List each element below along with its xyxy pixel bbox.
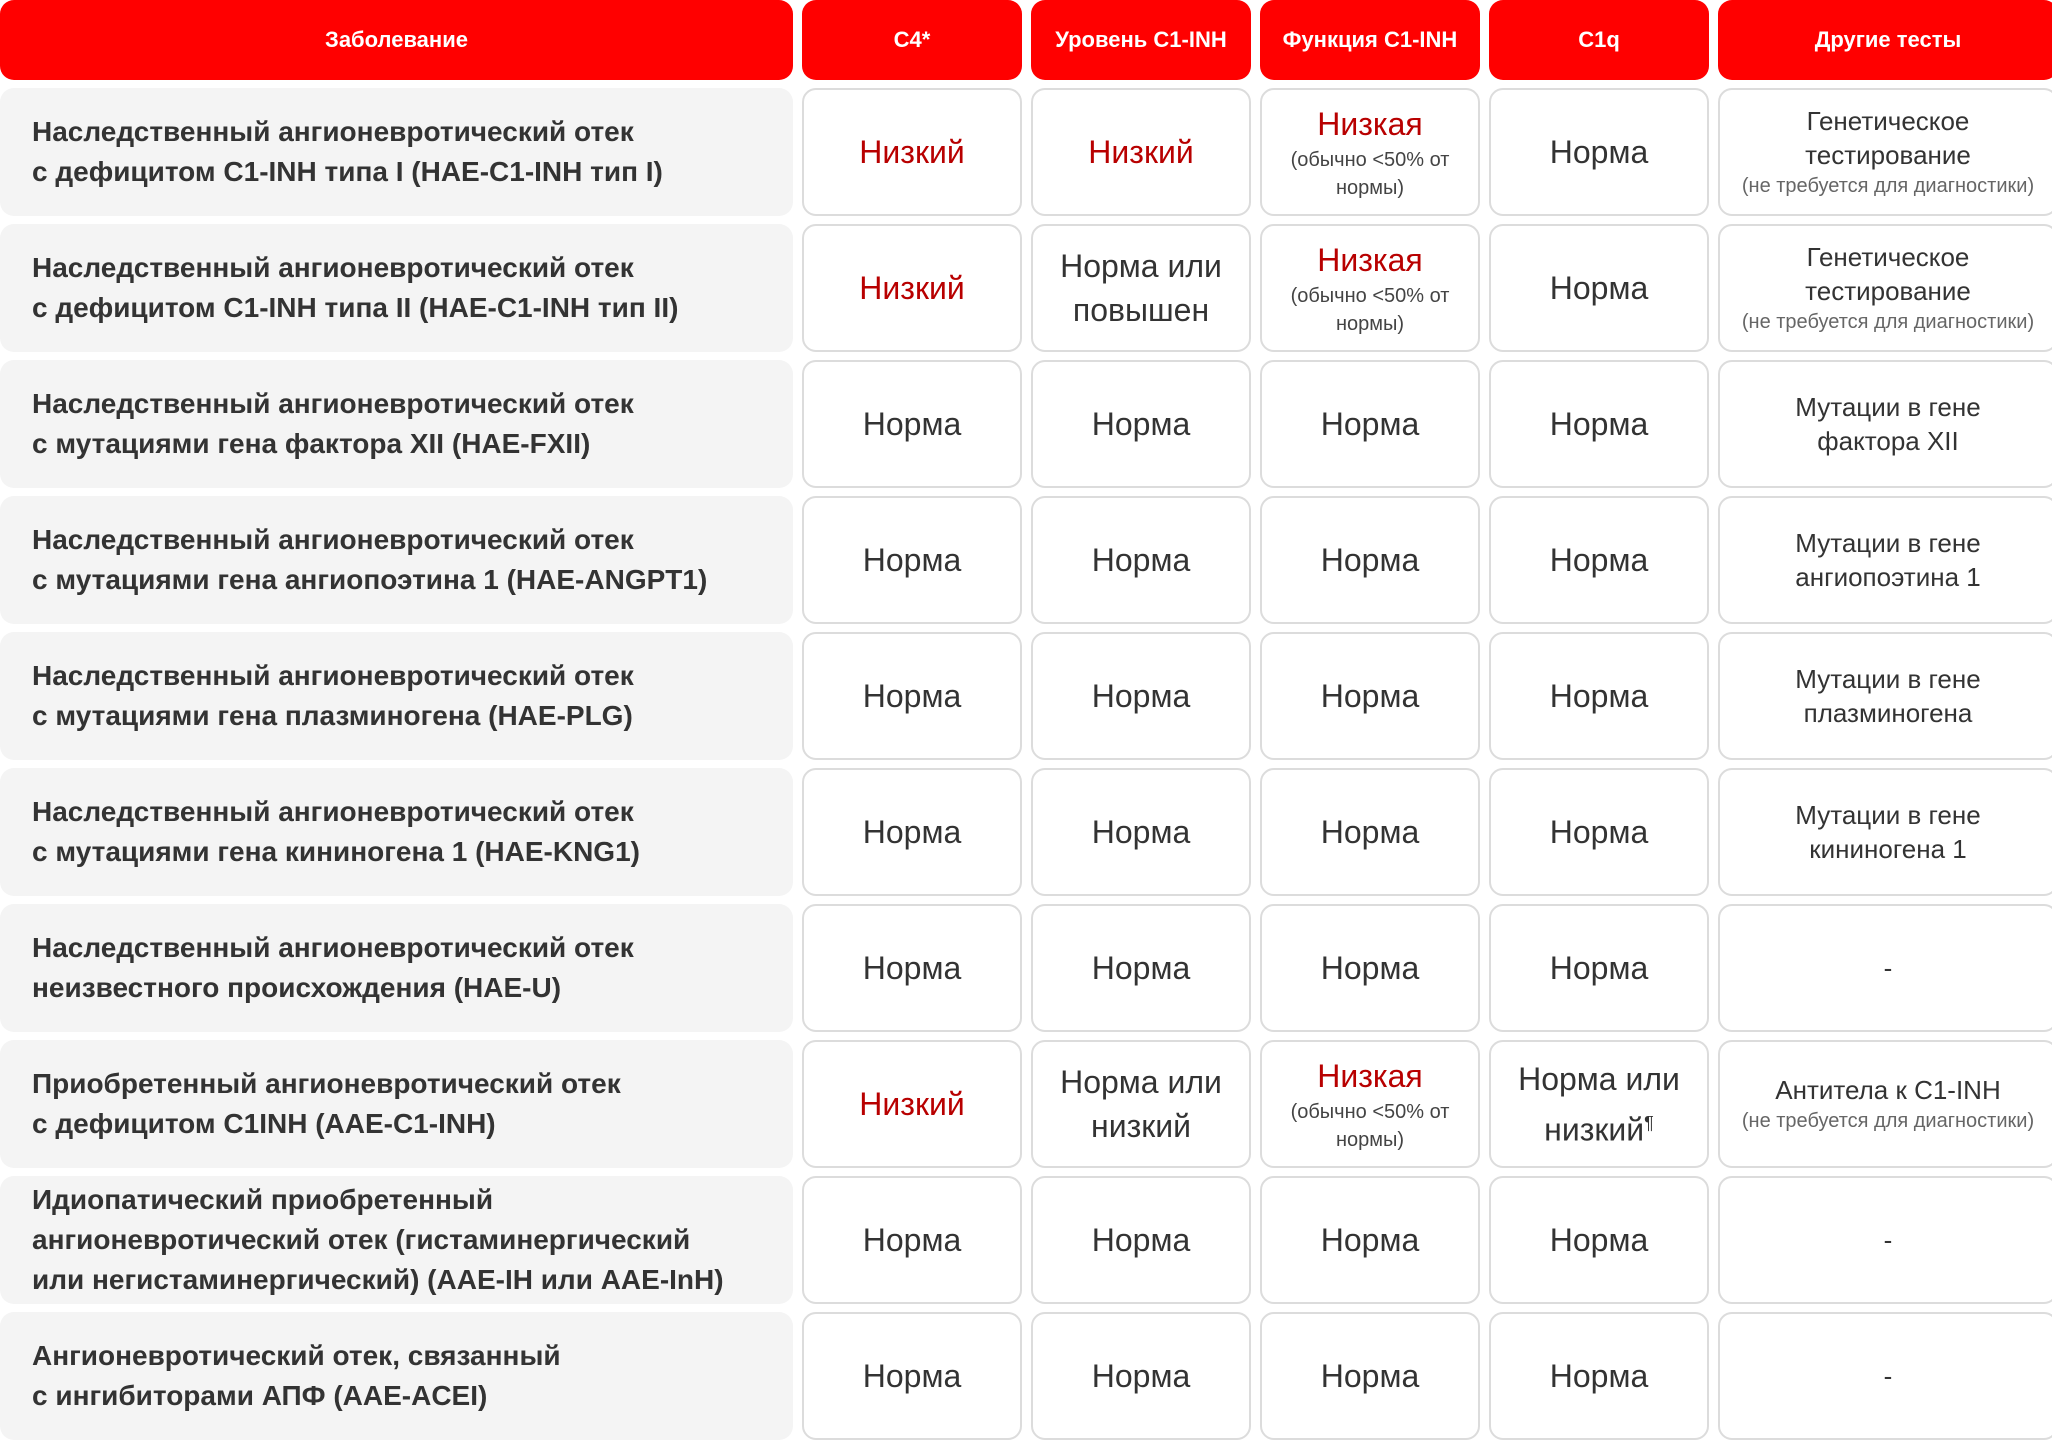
cell-value (1317, 238, 1422, 282)
footnote-mark: ¶ (1644, 1112, 1654, 1133)
c1q-cell (1489, 904, 1709, 1032)
cell-value (1805, 104, 1971, 172)
cell-value (1805, 240, 1971, 308)
cell-value-text: Норма (1320, 542, 1420, 578)
cell-value (863, 1354, 962, 1398)
cell-value-text: Низкий (859, 1086, 965, 1122)
cell-value (1321, 1218, 1420, 1262)
cell-value-text: Низкая (1317, 1058, 1423, 1094)
cell-value (1321, 538, 1420, 582)
cell-value (1321, 1354, 1420, 1398)
c1inh-function-cell (1260, 88, 1480, 216)
c1inh-function-cell (1260, 360, 1480, 488)
c4-cell (802, 904, 1022, 1032)
c1inh-level-cell (1031, 1176, 1251, 1304)
cell-value (1884, 1223, 1893, 1257)
cell-value-text: Норма (1091, 1358, 1191, 1394)
cell-value (1092, 538, 1191, 582)
disease-name-cell: Наследственный ангионевротический отек с мутациями гена кининогена 1 (HAE-KNG1) (0, 768, 793, 896)
cell-value (1060, 1060, 1222, 1148)
cell-value-text: Норма (1091, 1222, 1191, 1258)
cell-value-text: - (1883, 1225, 1893, 1255)
cell-value (1550, 1218, 1649, 1262)
c1inh-level-cell (1031, 496, 1251, 624)
c4-cell (802, 496, 1022, 624)
cell-value (863, 946, 962, 990)
other-tests-cell (1718, 632, 2052, 760)
cell-value (1550, 266, 1649, 310)
cell-value-text: Низкий (859, 134, 965, 170)
cell-value (1795, 526, 1980, 594)
cell-value (1518, 1057, 1680, 1152)
c1inh-level-cell (1031, 224, 1251, 352)
c4-cell (802, 1176, 1022, 1304)
cell-value-text: Низкий (1088, 134, 1194, 170)
other-tests-cell (1718, 224, 2052, 352)
header-c1q: C1q (1489, 0, 1709, 80)
cell-value-text: Норма (1091, 814, 1191, 850)
c4-cell (802, 224, 1022, 352)
c1inh-level-cell (1031, 1040, 1251, 1168)
cell-value (1060, 244, 1222, 332)
cell-value (863, 810, 962, 854)
cell-value-text: Норма (1320, 950, 1420, 986)
c1inh-function-cell (1260, 1040, 1480, 1168)
cell-value (1550, 1354, 1649, 1398)
c1q-cell (1489, 496, 1709, 624)
cell-note: (обычно <50% от нормы) (1290, 285, 1450, 335)
cell-value-text: Норма (1549, 134, 1649, 170)
cell-value (1317, 102, 1422, 146)
cell-value-text: Норма (1091, 950, 1191, 986)
cell-value-text: Норма (1549, 678, 1649, 714)
cell-value (1795, 390, 1980, 458)
disease-name-cell: Наследственный ангионевротический отек с мутациями гена плазминогена (HAE-PLG) (0, 632, 793, 760)
disease-name-cell: Приобретенный ангионевротический отек с дефицитом C1INH (AAE-C1-INH) (0, 1040, 793, 1168)
cell-value-text: Норма (862, 1222, 962, 1258)
cell-value (1550, 402, 1649, 446)
cell-note: (обычно <50% от нормы) (1290, 149, 1450, 199)
cell-value (1775, 1073, 2000, 1107)
cell-value (1550, 946, 1649, 990)
disease-name-cell: Наследственный ангионевротический отек с дефицитом C1-INH типа I (HAE-C1-INH тип I) (0, 88, 793, 216)
c1inh-function-cell (1260, 496, 1480, 624)
cell-note: (обычно <50% от нормы) (1290, 1101, 1450, 1151)
c4-cell (802, 1312, 1022, 1440)
header-c1inh-level: Уровень C1-INH (1031, 0, 1251, 80)
cell-value (1092, 1218, 1191, 1262)
c1inh-function-cell (1260, 1312, 1480, 1440)
cell-value-text: - (1883, 953, 1893, 983)
cell-value-text: Норма (1549, 542, 1649, 578)
cell-value-text: Норма (1320, 1358, 1420, 1394)
other-tests-cell (1718, 1176, 2052, 1304)
c1inh-level-cell (1031, 632, 1251, 760)
c1q-cell (1489, 1312, 1709, 1440)
cell-value-text: Норма (1549, 406, 1649, 442)
disease-name-cell: Идиопатический приобретенный ангионевротический отек (гистаминергический или негистаминергический) (AAE-IH или AAE-InH) (0, 1176, 793, 1304)
cell-value (859, 1082, 964, 1126)
cell-value (1795, 798, 1980, 866)
cell-value-text: Норма (1091, 542, 1191, 578)
c1inh-level-cell (1031, 904, 1251, 1032)
other-tests-cell (1718, 768, 2052, 896)
cell-value-text: Норма (862, 950, 962, 986)
cell-value-text: Норма или низкий (1518, 1060, 1680, 1148)
cell-value (1884, 951, 1893, 985)
header-c4: C4* (802, 0, 1022, 80)
cell-value (1321, 674, 1420, 718)
cell-value (1550, 130, 1649, 174)
cell-value-text: Норма (862, 814, 962, 850)
c1inh-level-cell (1031, 1312, 1251, 1440)
cell-value-text: Норма (1549, 814, 1649, 850)
cell-value-text: Низкая (1317, 242, 1423, 278)
c1inh-function-cell (1260, 768, 1480, 896)
cell-value-text: Норма или повышен (1060, 248, 1222, 328)
cell-value-text: - (1883, 1361, 1893, 1391)
cell-value (863, 402, 962, 446)
cell-value (859, 266, 964, 310)
c1inh-level-cell (1031, 88, 1251, 216)
disease-name-cell: Наследственный ангионевротический отек с мутациями гена ангиопоэтина 1 (HAE-ANGPT1) (0, 496, 793, 624)
cell-note: (не требуется для диагностики) (1741, 175, 2035, 197)
cell-value-text: Низкая (1317, 106, 1423, 142)
header-c1inh-function: Функция C1-INH (1260, 0, 1480, 80)
cell-value (1092, 674, 1191, 718)
cell-value-text: Норма (862, 678, 962, 714)
other-tests-cell (1718, 496, 2052, 624)
cell-value (1550, 674, 1649, 718)
cell-value-text: Норма или низкий (1060, 1064, 1222, 1144)
cell-value (863, 1218, 962, 1262)
cell-value-text: Норма (1320, 1222, 1420, 1258)
c1inh-function-cell (1260, 632, 1480, 760)
c1q-cell (1489, 632, 1709, 760)
cell-value-text: Антитела к C1-INH (1775, 1075, 2001, 1105)
cell-value-text: Норма (1549, 270, 1649, 306)
cell-value-text: Генетическое тестирование (1805, 106, 1971, 170)
disease-name-cell: Наследственный ангионевротический отек неизвестного происхождения (HAE-U) (0, 904, 793, 1032)
c1q-cell (1489, 768, 1709, 896)
cell-value-text: Мутации в гене ангиопоэтина 1 (1795, 528, 1981, 592)
cell-value-text: Генетическое тестирование (1805, 242, 1971, 306)
cell-value (1884, 1359, 1893, 1393)
cell-value-text: Мутации в гене фактора XII (1795, 392, 1981, 456)
disease-name-cell: Наследственный ангионевротический отек с мутациями гена фактора XII (HAE-FXII) (0, 360, 793, 488)
cell-value-text: Мутации в гене плазминогена (1795, 664, 1981, 728)
cell-value (1550, 810, 1649, 854)
cell-value-text: Норма (862, 406, 962, 442)
cell-value (1092, 946, 1191, 990)
cell-value-text: Норма (862, 542, 962, 578)
disease-name-cell: Ангионевротический отек, связанный с ингибиторами АПФ (AAE-ACEI) (0, 1312, 793, 1440)
c1q-cell (1489, 88, 1709, 216)
disease-name-cell: Наследственный ангионевротический отек с дефицитом C1-INH типа II (HAE-C1-INH тип II) (0, 224, 793, 352)
cell-value-text: Низкий (859, 270, 965, 306)
cell-value-text: Норма (1320, 678, 1420, 714)
c1q-cell (1489, 1176, 1709, 1304)
cell-value (1092, 1354, 1191, 1398)
c1inh-level-cell (1031, 768, 1251, 896)
cell-value (863, 538, 962, 582)
other-tests-cell (1718, 1040, 2052, 1168)
cell-value-text: Норма (1549, 950, 1649, 986)
c4-cell (802, 88, 1022, 216)
cell-value-text: Норма (1091, 678, 1191, 714)
cell-value (1092, 810, 1191, 854)
cell-value (1321, 402, 1420, 446)
cell-value (863, 674, 962, 718)
other-tests-cell (1718, 1312, 2052, 1440)
cell-value-text: Норма (862, 1358, 962, 1394)
c4-cell (802, 632, 1022, 760)
cell-value (1317, 1054, 1422, 1098)
cell-value (1088, 130, 1193, 174)
cell-note: (не требуется для диагностики) (1741, 311, 2035, 333)
c1q-cell (1489, 360, 1709, 488)
cell-value (859, 130, 964, 174)
c4-cell (802, 1040, 1022, 1168)
header-other-tests: Другие тесты (1718, 0, 2052, 80)
cell-value (1795, 662, 1980, 730)
cell-note: (не требуется для диагностики) (1741, 1110, 2035, 1132)
c1inh-function-cell (1260, 904, 1480, 1032)
c1inh-level-cell (1031, 360, 1251, 488)
other-tests-cell (1718, 360, 2052, 488)
cell-value-text: Норма (1320, 814, 1420, 850)
cell-value-text: Норма (1549, 1358, 1649, 1394)
cell-value (1321, 810, 1420, 854)
cell-value-text: Норма (1549, 1222, 1649, 1258)
cell-value (1321, 946, 1420, 990)
c1inh-function-cell (1260, 224, 1480, 352)
cell-value-text: Норма (1091, 406, 1191, 442)
cell-value (1550, 538, 1649, 582)
c1inh-function-cell (1260, 1176, 1480, 1304)
other-tests-cell (1718, 88, 2052, 216)
c4-cell (802, 360, 1022, 488)
cell-value-text: Мутации в гене кининогена 1 (1795, 800, 1981, 864)
c4-cell (802, 768, 1022, 896)
other-tests-cell (1718, 904, 2052, 1032)
c1q-cell (1489, 224, 1709, 352)
cell-value (1092, 402, 1191, 446)
cell-value-text: Норма (1320, 406, 1420, 442)
c1q-cell (1489, 1040, 1709, 1168)
header-disease: Заболевание (0, 0, 793, 80)
